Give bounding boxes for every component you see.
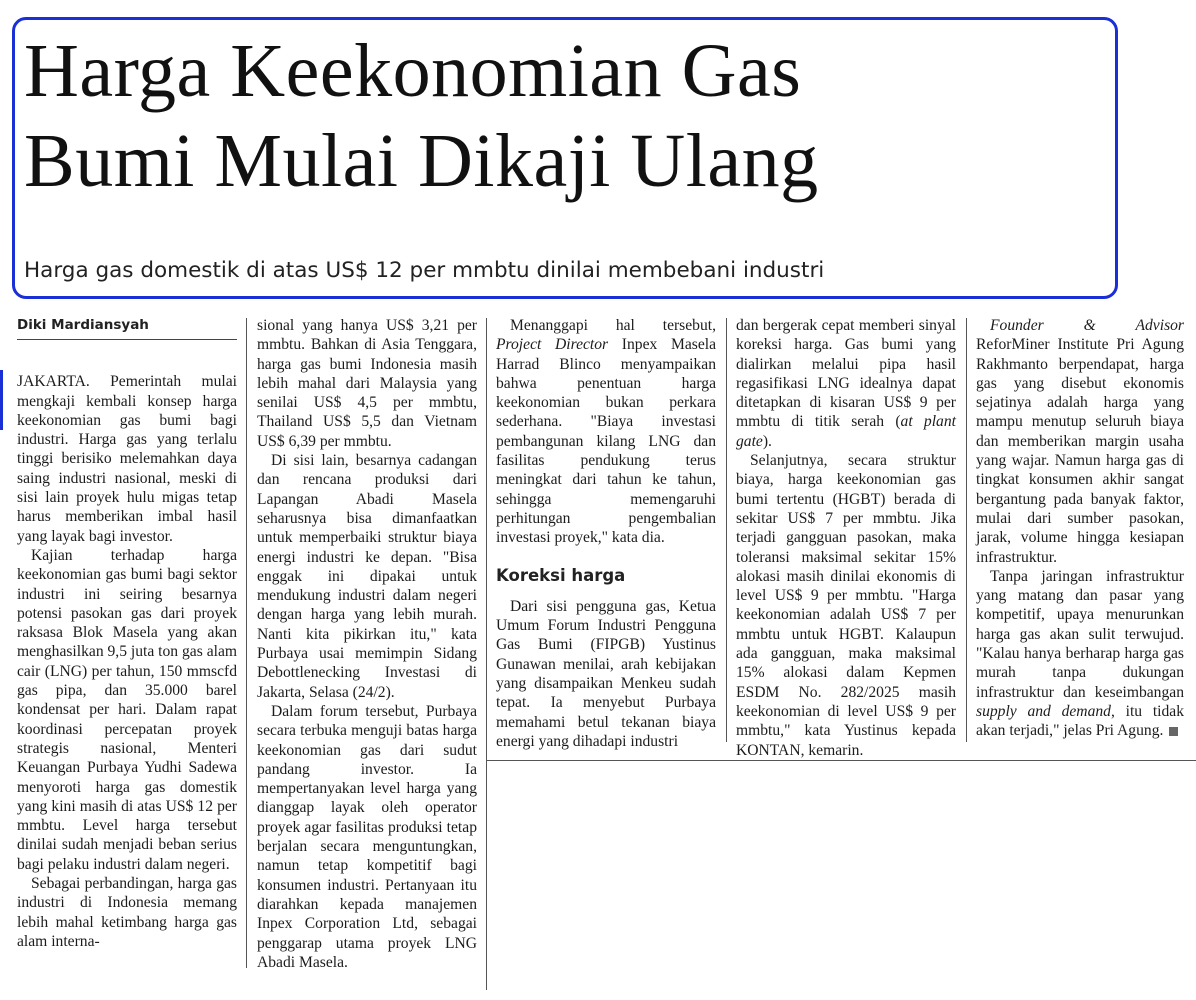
headline bbox=[24, 26, 1114, 206]
column-1 bbox=[17, 316, 237, 951]
paragraph: Dari sisi pengguna gas, Ketua Umum Forum Industri Pengguna Gas Bumi (FIPGB) Yustinus Gunawan menilai, arah kebijakan yang disampaikan Menkeu sudah tepat. Ia menyebut Purbaya memahami betul tekanan biaya energi yang dihadapi industri bbox=[496, 597, 716, 750]
headline-line-1: Harga Keekonomian Gas bbox=[24, 29, 802, 113]
column-3 bbox=[496, 316, 716, 751]
italic-term: at plant gate bbox=[736, 413, 956, 450]
italic-title: Project Director bbox=[496, 336, 609, 354]
paragraph: Sebagai perbandingan, harga gas industri di Indonesia memang lebih mahal ketimbang harga gas alam interna- bbox=[17, 875, 237, 950]
byline: Diki Mardiansyah bbox=[17, 316, 237, 340]
paragraph: dan bergerak cepat memberi sinyal koreksi harga. Gas bumi yang dialirkan melalui pipa hasil regasifikasi LNG idealnya dapat ditetapkan di kisaran US$ 9 per mmbtu di titik serah (at plant gate). bbox=[736, 317, 956, 450]
margin-marker bbox=[0, 370, 3, 430]
column-rule-2 bbox=[486, 318, 487, 990]
italic-term: supply and demand bbox=[976, 702, 1111, 720]
paragraph: Selanjutnya, secara struktur biaya, harga keekonomian gas bumi tertentu (HGBT) berada di sekitar US$ 7 per mmbtu. Jika terjadi gangguan pasokan, maka toleransi maksimal sekitar 15% alokasi masih dinilai ekonomis di level US$ 9 per mmbtu. "Harga keekonomian adalah US$ 7 per mmbtu untuk HGBT. Kalaupun ada gangguan, maka maksimal 15% alokasi dalam Kepmen ESDM No. 282/2025 masih keekonomian di level US$ 9 per mmbtu," kata Yustinus kepada KONTAN, kemarin. bbox=[736, 452, 956, 759]
column-rule-3 bbox=[726, 318, 727, 742]
paragraph: Founder & Advisor ReforMiner Institute Pri Agung Rakhmanto berpendapat, harga gas yang disebut ekonomis sejatinya adalah harga yang mampu menutup seluruh biaya dan memberikan margin usaha yang wajar. Namun harga gas di tingkat konsumen akhir sangat bergantung pada banyak faktor, mulai dari sumber pasokan, jarak, volume hingga kesiapan infrastruktur. bbox=[976, 317, 1184, 566]
headline-line-2: Bumi Mulai Dikaji Ulang bbox=[24, 119, 819, 203]
column-rule-4 bbox=[966, 318, 967, 742]
paragraph: JAKARTA. Pemerintah mulai mengkaji kembali konsep harga keekonomian gas bumi bagi industri. Harga gas yang terlalu tinggi berisiko melemahkan daya saing industri nasional, meski di sisi lain proyek hulu migas tetap harus memberikan imbal hasil yang layak bagi investor. bbox=[17, 373, 237, 545]
subheading: Koreksi harga bbox=[496, 565, 626, 585]
end-mark-icon bbox=[1169, 727, 1178, 736]
paragraph: Tanpa jaringan infrastruktur yang matang dan pasar yang kompetitif, upaya menurunkan harga gas akan sulit terwujud. "Kalau hanya berharap harga gas murah tanpa dukungan infrastruktur dan keseimbangan supply and demand, itu tidak akan terjadi," jelas Pri Agung. bbox=[976, 567, 1184, 740]
paragraph: Di sisi lain, besarnya cadangan dan rencana produksi dari Lapangan Abadi Masela seharusnya bisa dimanfaatkan untuk memperbaiki struktur biaya energi industri ke depan. "Bisa enggak ini dipakai untuk mendukung industri dalam negeri dengan harga yang lebih murah. Nanti kita pikirkan itu," kata Purbaya usai memimpin Sidang Debottlenecking Investasi di Jakarta, Selasa (24/2). bbox=[257, 452, 477, 701]
italic-title: Founder & Advisor bbox=[990, 317, 1184, 334]
column-rule-1 bbox=[246, 318, 247, 968]
paragraph: Kajian terhadap harga keekonomian gas bumi bagi sektor industri ini seiring besarnya potensi pasokan gas dari proyek raksasa Blok Masela yang akan menghasilkan 9,5 juta ton gas alam cair (LNG) per tahun, 150 mmscfd gas pipa, dan 35.000 barel kondensat per hari. Dalam rapat koordinasi percepatan proyek strategis nasional, Menteri Keuangan Purbaya Yudhi Sadewa menyoroti harga gas domestik yang kini masih di atas US$ 12 per mmbtu. Level harga tersebut dinilai sudah menjadi beban serius bagi pelaku industri dalam negeri. bbox=[17, 546, 237, 873]
paragraph: Menanggapi hal tersebut, Project Director Inpex Masela Harrad Blinco menyampaikan bahwa penentuan harga keekonomian bukan perkara sederhana. "Biaya investasi pembangunan kilang LNG dan fasilitas pendukung terus meningkat dari tahun ke tahun, sehingga memengaruhi perhitungan pengembalian investasi proyek," kata dia. bbox=[496, 317, 716, 547]
column-5 bbox=[976, 316, 1184, 741]
deck: Harga gas domestik di atas US$ 12 per mmbtu dinilai membebani industri bbox=[24, 258, 825, 283]
column-4 bbox=[736, 316, 956, 760]
paragraph: Dalam forum tersebut, Purbaya secara terbuka menguji batas harga keekonomian gas dari sudut pandang investor. Ia mempertanyakan level harga yang dianggap layak oleh operator proyek agar fasilitas produksi tetap berjalan secara menguntungkan, namun tetap kompetitif bagi konsumen industri. Pertanyaan itu diarahkan kepada manajemen Inpex Corporation Ltd, sebagai penggarap utama proyek LNG Abadi Masela. bbox=[257, 702, 477, 971]
column-2 bbox=[257, 316, 477, 972]
horizontal-rule bbox=[486, 760, 1196, 761]
paragraph: sional yang hanya US$ 3,21 per mmbtu. Bahkan di Asia Tenggara, harga gas bumi Indonesia masih lebih mahal dari Malaysia yang senilai US$ 4,5 per mmbtu, Thailand US$ 5,5 dan Vietnam US$ 6,39 per mmbtu. bbox=[257, 317, 477, 450]
